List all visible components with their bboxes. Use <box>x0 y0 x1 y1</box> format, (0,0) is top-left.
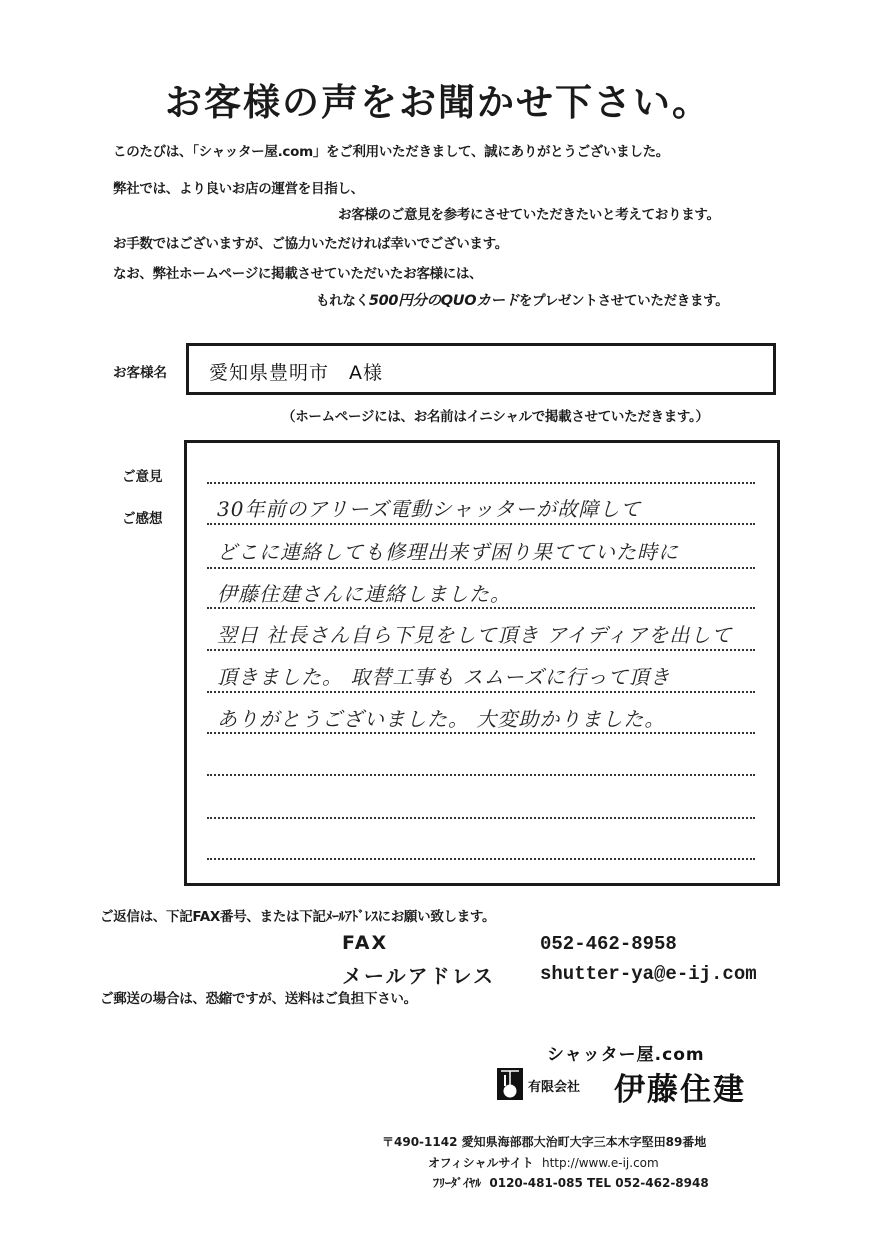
present-suffix: をプレゼントさせていただきます。 <box>518 293 729 309</box>
company-name: 伊藤住建 <box>614 1072 746 1108</box>
ruled-line <box>207 774 755 776</box>
customer-name-field[interactable] <box>186 343 776 395</box>
comment-line: 頂きました。 取替工事も スムーズに行って頂き <box>217 665 671 689</box>
intro-present <box>316 289 729 310</box>
ruled-line <box>207 567 755 569</box>
website-link[interactable]: http://www.e-ij.com <box>541 1156 659 1170</box>
tel-number: 052-462-8948 <box>615 1176 709 1190</box>
ruled-line <box>207 858 755 860</box>
opinion-label: ご意見 <box>122 469 163 485</box>
comment-line: ありがとうございました。 大変助かりました。 <box>217 707 666 731</box>
comment-field[interactable] <box>184 440 780 886</box>
customer-name-value: 愛知県豊明市 A様 <box>209 362 383 384</box>
intro-aim: 弊社では、より良いお店の運営を目指し、 <box>113 181 364 197</box>
phone-row <box>433 1174 709 1191</box>
reply-instruction: ご返信は、下記FAX番号、または下記ﾒｰﾙｱﾄﾞﾚｽにお願い致します。 <box>100 909 496 925</box>
website-label: オフィシャルサイト <box>428 1156 534 1170</box>
intro-thanks: このたびは、「シャッター屋.com」をご利用いただきまして、誠にありがとうございました。 <box>113 144 669 160</box>
fax-label: FAX <box>342 932 389 954</box>
freedial-label: ﾌﾘｰﾀﾞｲﾔﾙ <box>433 1176 482 1190</box>
customer-name-label: お客様名 <box>113 365 167 381</box>
page-title: お客様の声をお聞かせ下さい。 <box>165 81 711 124</box>
impression-label: ご感想 <box>122 511 163 527</box>
present-prefix: もれなく <box>316 293 369 309</box>
comment-line: どこに連絡しても修理出来ず困り果てていた時に <box>217 540 679 564</box>
comment-line: 伊藤住建さんに連絡しました。 <box>217 582 511 606</box>
ruled-line <box>207 607 755 609</box>
initials-note: （ホームページには、お名前はイニシャルで掲載させていただきます。） <box>282 409 709 425</box>
comment-line: 翌日 社長さん自ら下見をして頂き アイディアを出して <box>217 623 733 647</box>
company-logo-icon <box>497 1068 523 1100</box>
ruled-line <box>207 482 755 484</box>
intro-publish: なお、弊社ホームページに掲載させていただいたお客様には、 <box>113 266 483 282</box>
quo-card-offer: 500円分のQUOカード <box>368 293 519 309</box>
ruled-line <box>207 649 755 651</box>
email-address[interactable]: shutter-ya@e-ij.com <box>540 963 757 985</box>
intro-opinion: お客様のご意見を参考にさせていただきたいと考えております。 <box>338 207 720 223</box>
intro-request: お手数ではございますが、ご協力いただければ幸いでございます。 <box>113 236 508 252</box>
ruled-line <box>207 691 755 693</box>
ruled-line <box>207 732 755 734</box>
ruled-line <box>207 817 755 819</box>
company-type: 有限会社 <box>528 1080 581 1095</box>
site-brand: シャッター屋.com <box>547 1045 705 1065</box>
comment-line: 30年前のアリーズ電動シャッターが故障して <box>217 497 642 521</box>
tel-label: TEL <box>587 1176 612 1190</box>
postal-note: ご郵送の場合は、恐縮ですが、送料はご負担下さい。 <box>100 991 417 1007</box>
fax-number: 052-462-8958 <box>540 933 677 955</box>
freedial-number: 0120-481-085 <box>489 1176 583 1190</box>
website-row <box>428 1154 659 1171</box>
email-label: メールアドレス <box>342 964 495 988</box>
company-address: 〒490-1142 愛知県海部郡大治町大字三本木字堅田89番地 <box>382 1135 707 1149</box>
ruled-line <box>207 523 755 525</box>
